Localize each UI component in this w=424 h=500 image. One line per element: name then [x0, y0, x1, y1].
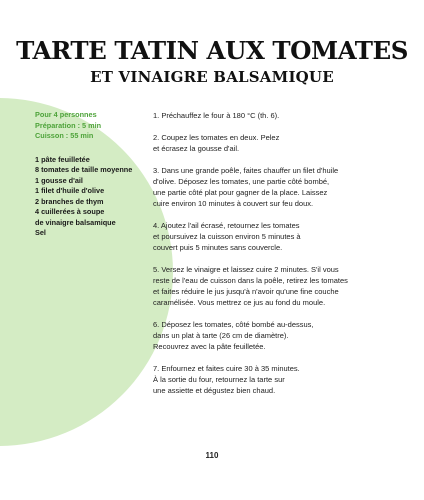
step-7: 7. Enfournez et faites cuire 30 à 35 minutes. À la sortie du four, retournez la tarte sur une assiette et dégustez bien chaud.	[153, 364, 300, 395]
ingredient-item: 1 pâte feuilletée	[35, 154, 90, 164]
cook-time: Cuisson : 55 min	[35, 131, 94, 140]
page-number: 110	[205, 451, 219, 460]
recipe-title-line-1: TARTE TATIN AUX TOMATES	[16, 36, 408, 65]
recipe-steps	[153, 110, 405, 407]
recipe-meta	[35, 110, 153, 142]
ingredient-list	[35, 155, 153, 239]
ingredient-item: de vinaigre balsamique	[35, 217, 116, 227]
step-6: 6. Déposez les tomates, côté bombé au-dessus, dans un plat à tarte (26 cm de diamètre). Recouvrez avec la pâte feuilletée.	[153, 320, 314, 351]
step-5: 5. Versez le vinaigre et laissez cuire 2 minutes. S'il vous reste de l'eau de cuisson dans la poêle, retirez les tomates et faites réduire le jus jusqu'à n'avoir qu'une fine couche caramélisée. Vous mettrez ce jus au fond du moule.	[153, 265, 348, 307]
recipe-title-line-2: ET VINAIGRE BALSAMIQUE	[90, 67, 334, 86]
step-1: 1. Préchauffez le four à 180 °C (th. 6).	[153, 111, 280, 120]
ingredient-item: 8 tomates de taille moyenne	[35, 165, 133, 174]
ingredient-item: 2 branches de thym	[35, 196, 104, 206]
servings: Pour 4 personnes	[35, 110, 97, 119]
ingredient-item: 4 cuillerées à soupe	[35, 207, 105, 216]
ingredient-item: Sel	[35, 228, 46, 237]
recipe-sidebar	[35, 110, 153, 239]
step-2: 2. Coupez les tomates en deux. Pelez et écrasez la gousse d'ail.	[153, 133, 280, 153]
prep-time: Préparation : 5 min	[35, 120, 102, 130]
ingredient-item: 1 gousse d'ail	[35, 175, 83, 185]
step-4: 4. Ajoutez l'ail écrasé, retournez les tomates et poursuivez la cuisson environ 5 minutes à couvert puis 5 minutes sans couvercle.	[153, 221, 301, 252]
step-3: 3. Dans une grande poêle, faites chauffer un filet d'huile d'olive. Déposez les tomates, une partie côté bombé, une partie côté plat pour gagner de la place. Laissez cuire environ 10 minutes à couvert sur feu doux.	[153, 166, 339, 208]
ingredient-item: 1 filet d'huile d'olive	[35, 186, 105, 195]
recipe-title	[0, 36, 424, 86]
